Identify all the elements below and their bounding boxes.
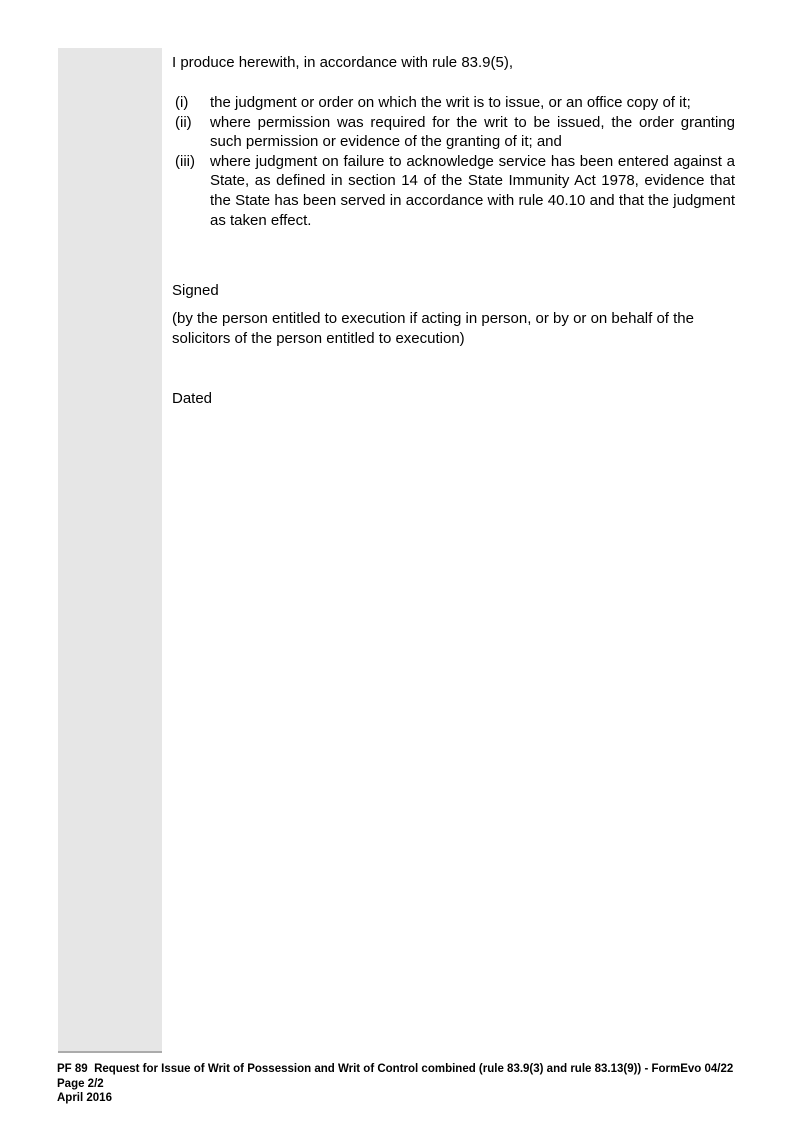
form-footer [57, 1062, 747, 1106]
footer-line-2: April 2016 [57, 1092, 112, 1104]
list-marker-i: (i) [175, 94, 189, 111]
signed-note: (by the person entitled to execution if acting in person, or by or on behalf of the solicitors of the person entitled to execution) [172, 310, 694, 347]
footer-line-1: PF 89 Request for Issue of Writ of Possession and Writ of Control combined (rule 83.9(3) and rule 83.13(9)) - FormEvo 04/22 Page 2/2 [57, 1063, 737, 1090]
list-item-ii-text: where permission was required for the writ to be issued, the order granting such permission or evidence of the granting of it; and [210, 113, 735, 151]
list-marker-ii: (ii) [175, 113, 192, 131]
list-item-iii-text: where judgment on failure to acknowledge service has been entered against a State, as defined in section 14 of the State Immunity Act 1978, evidence that the State has been served in accordance with rule 40.10 and that the judgment as taken effect. [210, 152, 735, 229]
intro-paragraph: I produce herewith, in accordance with rule 83.9(5), [172, 54, 514, 71]
dated-label: Dated [172, 390, 213, 407]
list-item-ii [172, 113, 735, 152]
list-item-iii [172, 152, 735, 230]
list-item-i [172, 93, 735, 113]
conditions-list [172, 93, 735, 230]
list-item-i-text: the judgment or order on which the writ is to issue, or an office copy of it; [210, 94, 691, 111]
signed-label: Signed [172, 282, 219, 299]
margin-shaded-column [58, 48, 162, 1053]
list-marker-iii: (iii) [175, 152, 195, 170]
